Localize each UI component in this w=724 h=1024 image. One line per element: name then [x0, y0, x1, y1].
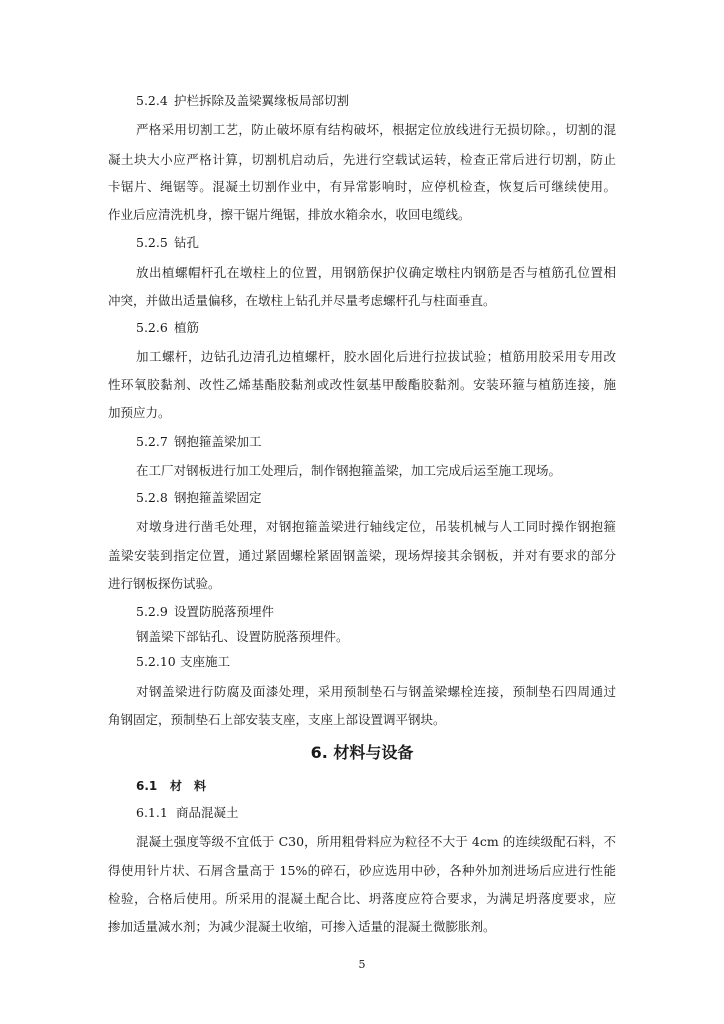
paragraph-line: 对墩身进行凿毛处理，对钢抱箍盖梁进行轴线定位，吊装机械与人工同时操作钢抱箍	[136, 519, 616, 534]
section-number: 6.1.1	[136, 805, 168, 820]
paragraph-line: 作业后应清洗机身，擦干锯片绳锯，排放水箱余水，收回电缆线。	[108, 207, 471, 222]
paragraph-line: 卡锯片、绳锯等。混凝土切割作业中，有异常影响时，应停机检查，恢复后可继续使用。	[108, 179, 616, 194]
section-number: 5.2.7	[136, 434, 168, 449]
section-title: 植筋	[174, 320, 200, 335]
paragraph-line: 盖梁安装到指定位置，通过紧固螺栓紧固钢盖梁，现场焊接其余钢板，并对有要求的部分	[108, 548, 616, 563]
paragraph-line: 掺加适量减水剂；为减少混凝土收缩，可掺入适量的混凝土微膨胀剂。	[108, 919, 496, 934]
section-number: 5.2.8	[136, 490, 168, 505]
paragraph-line: 严格采用切割工艺，防止破坏原有结构破坏，根据定位放线进行无损切除。，切割的混	[136, 122, 616, 137]
paragraph-line: 对钢盖梁进行防腐及面漆处理，采用预制垫石与钢盖梁螺栓连接，预制垫石四周通过	[136, 684, 616, 699]
section-title: 钢抱箍盖梁固定	[174, 490, 262, 505]
subsection-heading-6-1	[136, 777, 206, 795]
paragraph-line: 凝土块大小应严格计算，切割机启动后，先进行空载试运转，检查正常后进行切割，防止	[108, 152, 616, 167]
chapter-title: 6. 材料与设备	[310, 743, 414, 762]
paragraph-line: 放出植螺帽杆孔在墩柱上的位置，用钢筋保护仪确定墩柱内钢筋是否与植筋孔位置相	[136, 265, 616, 280]
section-heading-5-2-10	[136, 653, 230, 671]
paragraph-line: 检验，合格后使用。所采用的混凝土配合比、坍落度应符合要求，为满足坍落度要求，应	[108, 891, 616, 906]
section-heading-5-2-9	[136, 603, 274, 621]
section-title: 钢抱箍盖梁加工	[174, 434, 262, 449]
paragraph-line: 混凝土强度等级不宜低于 C30，所用粗骨料应为粒径不大于 4cm 的连续级配石料，不	[136, 834, 616, 849]
section-heading-6-1-1	[136, 804, 239, 822]
subsection-number: 6.1	[136, 779, 158, 793]
section-number: 5.2.10	[136, 654, 176, 669]
paragraph-line: 冲突，并做出适量偏移，在墩柱上钻孔并尽量考虑螺杆孔与柱面垂直。	[108, 293, 496, 308]
paragraph-line: 加工螺杆，边钻孔边清孔边植螺杆，胶水固化后进行拉拔试验；植筋用胶采用专用改	[136, 349, 616, 364]
section-heading-5-2-5	[136, 234, 199, 252]
paragraph-line: 钢盖梁下部钻孔、设置防脱落预埋件。	[136, 629, 349, 644]
section-number: 5.2.4	[136, 93, 168, 108]
section-title: 商品混凝土	[176, 805, 239, 820]
section-title: 设置防脱落预埋件	[174, 604, 275, 619]
paragraph-line: 角钢固定，预制垫石上部安装支座，支座上部设置调平钢块。	[108, 712, 446, 727]
section-number: 5.2.5	[136, 235, 168, 250]
paragraph-line: 在工厂对钢板进行加工处理后，制作钢抱箍盖梁，加工完成后运至施工现场。	[136, 463, 562, 478]
section-number: 5.2.9	[136, 604, 168, 619]
paragraph-line: 性环氧胶黏剂、改性乙烯基酯胶黏剂或改性氨基甲酸酯胶黏剂。安装环箍与植筋连接，施	[108, 377, 616, 392]
paragraph-line: 加预应力。	[108, 405, 171, 420]
section-heading-5-2-7	[136, 433, 262, 451]
section-heading-5-2-4	[136, 92, 349, 110]
page-number: 5	[358, 958, 366, 971]
subsection-title: 材 料	[170, 779, 207, 793]
paragraph-line: 进行钢板探伤试验。	[108, 576, 221, 591]
section-heading-5-2-6	[136, 319, 199, 337]
section-title: 钻孔	[174, 235, 200, 250]
section-title: 护栏拆除及盖梁翼缘板局部切割	[174, 93, 350, 108]
paragraph-line: 得使用针片状、石屑含量高于 15%的碎石，砂应选用中砂，各种外加剂进场后应进行性能	[108, 863, 616, 878]
section-title: 支座施工	[180, 654, 231, 669]
section-number: 5.2.6	[136, 320, 168, 335]
section-heading-5-2-8	[136, 489, 262, 507]
